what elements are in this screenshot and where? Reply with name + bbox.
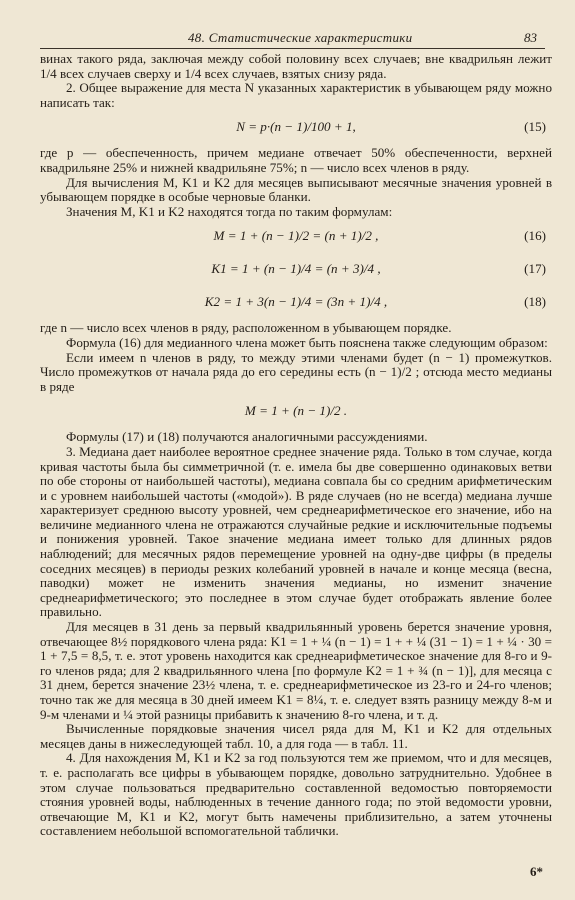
paragraph-13: 4. Для нахождения M, K1 и K2 за год пользуются тем же приемом, что и для месяцев, т. е. располагать все цифры в убывающем порядке, довольно затруднительно. Удобнее в этом случае пользоваться предварительно составленной ведомостью повторяемости стояния уровней воды, наблюденных в течение данного года; по этой ведомости уровни, отвечающие M, K1 и K2, могут быть намечены приблизительно, а затем уточнены составлением небольшой вспомогательной таблички. [40, 750, 552, 839]
formula-median [40, 397, 552, 427]
formula-18 [40, 288, 552, 318]
formula-15-expression: N = p·(n − 1)/100 + 1, [236, 119, 356, 135]
paragraph-6: где n — число всех членов в ряду, расположенном в убывающем порядке. [40, 320, 452, 336]
paragraph-7: Формула (16) для медианного члена может быть пояснена также следующим образом: [66, 334, 548, 350]
signature-mark: 6* [530, 864, 543, 879]
paragraph-3: где p — обеспеченность, причем медиане отвечает 50% обеспеченности, верхней квадрильяне 25% и нижней квадрильяне 75%; n — число всех членов в ряду. [40, 145, 552, 175]
formula-17 [40, 255, 552, 285]
page-number: 83 [524, 30, 537, 45]
paragraph-10: 3. Медиана дает наиболее вероятное среднее значение ряда. Только в том случае, когда кривая частоты была бы симметричной (т. е. имела бы две совершенно одинаковых ветви по обе стороны от наибольшей частоты), медиана совпала бы со средним арифметическим и с уровнем наибольшей частоты («модой»). В ряде случаев (но не всегда) медиана лучше характеризует среднюю высоту уровней, чем среднеарифметическое его значение, ибо на величине медианного члена не отражаются случайные редкие и исключительные подъемы и понижения уровней. Такое значение медиана имеет только для длинных рядов наблюдений; для месячных рядов перемещение уровней на одну-две цифры (в пределы соседних месяцев) в периоды резких колебаний уровней в начале и конце месяца (весна, паводки) может не изменить значения медианы, но изменит значение среднеарифметического; это последнее в этом случае будет отображать явление более правильно. [40, 443, 552, 620]
formula-15-number: (15) [524, 119, 546, 135]
paragraph-8: Если имеем n членов в ряду, то между этими членами будет (n − 1) промежутков. Число промежутков от начала ряда до его середины есть (n − 1)/2 ; отсюда место медианы в ряде [40, 349, 552, 394]
formula-18-number: (18) [524, 294, 546, 310]
paragraph-2: 2. Общее выражение для места N указанных характеристик в убывающем ряду можно написать так: [40, 80, 552, 110]
paragraph-5: Значения M, K1 и K2 находятся тогда по таким формулам: [66, 203, 393, 219]
formula-16 [40, 222, 552, 252]
paragraph-4: Для вычисления M, K1 и K2 для месяцев выписывают месячные значения уровней в убывающем порядке в особые черновые бланки. [40, 174, 552, 205]
page-body [40, 52, 552, 839]
running-header [40, 28, 545, 49]
formula-18-expression: K2 = 1 + 3(n − 1)/4 = (3n + 1)/4 , [204, 294, 388, 310]
formula-median-expression: M = 1 + (n − 1)/2 . [244, 403, 348, 419]
section-title: 48. Статистические характеристики [188, 30, 413, 45]
formula-17-expression: K1 = 1 + (n − 1)/4 = (n + 3)/4 , [211, 261, 381, 277]
paragraph-continued: винах такого ряда, заключая между собой половину всех случаев; вне квадрильян лежит 1/4 всех случаев сверху и 1/4 всех случаев, взятых снизу ряда. [40, 51, 552, 81]
paragraph-11: Для месяцев в 31 день за первый квадрильянный уровень берется значение уровня, отвечающее 8½ порядкового члена ряда: K1 = 1 + ¼ (n − 1) = 1 + + ¼ (31 − 1) = 1 + ¼ · 30 = 1 + 7,5 = 8,5, т. е. этот уровень находится как среднеарифметическое значение для 8-го и 9-го членов ряда; для 2 квадрильянного члена [по формуле K2 = 1 + ¾ (n − 1)], для месяца с 31 днем, берется значение 23½ члена, т. е. среднеарифметическое из 23-го и 24-го членов; точно так же для месяца в 30 дней имеем K1 = 8¼, т. е. следует взять разницу между 8-м и 9-м членами и ¼ этой разницы прибавить к значению 8-го члена, и т. д. [40, 619, 552, 722]
formula-17-number: (17) [524, 261, 546, 277]
formula-16-expression: M = 1 + (n − 1)/2 = (n + 1)/2 , [213, 228, 379, 244]
paragraph-9: Формулы (17) и (18) получаются аналогичными рассуждениями. [66, 429, 428, 445]
formula-15 [40, 113, 552, 143]
paragraph-12: Вычисленные порядковые значения чисел ряда для M, K1 и K2 для отдельных месяцев даны в нижеследующей табл. 10, а для года — в табл. 11. [40, 721, 552, 751]
formula-16-number: (16) [524, 228, 546, 244]
